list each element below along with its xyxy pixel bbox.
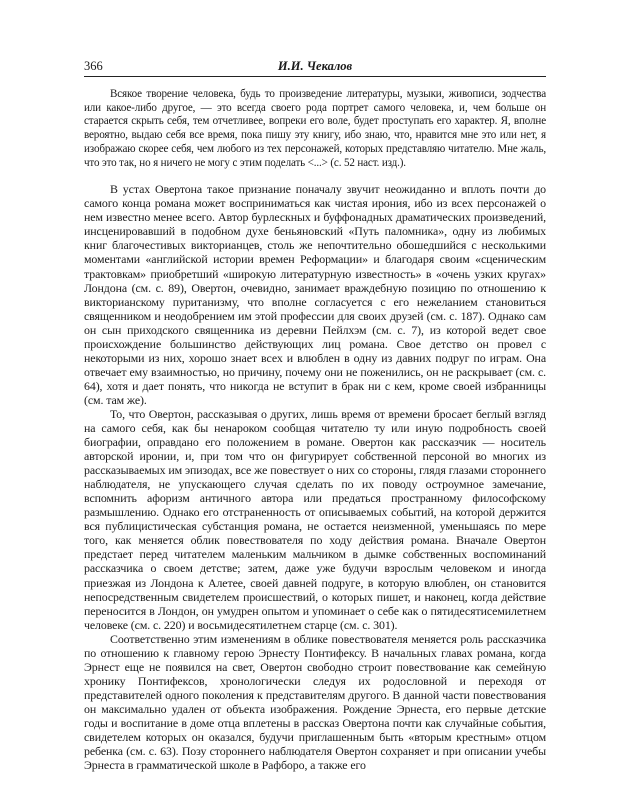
header-author: И.И. Чекалов (277, 59, 353, 73)
running-head (84, 58, 546, 77)
book-page (84, 58, 546, 772)
page-number: 366 (84, 59, 103, 73)
paragraph: В устах Овертона такое признание поначалу звучит неожиданно и вплоть почти до самого конца романа может восприниматься как чистая ирония, ибо из всех персонажей о нем известно менее всего. Автор бурлескных и буффонадных драматических произведений, инсценировавший в подобном духе беньяновский «Путь паломника», одну из любимых книг благочестивых викторианцев, столь же непочтительно обошедшийся с несколькими моментами «английской истории времен Реформации» и благодаря своим «сценическим трактовкам» приобретший «широкую литературную известность» в «очень узких кругах» Лондона (см. с. 89), Овертон, очевидно, занимает враждебную позицию по отношению к викторианскому пуританизму, что вполне согласуется с его нежеланием становиться священником и неодобрением им этой профессии для своих друзей (см. с. 187). Однако сам он сын приходского священника из деревни Пейлхэм (см. с. 7), из которой ведет свое происхождение большинство действующих лиц романа. Свое детство он провел с некоторыми из них, хорошо знает всех и влюблен в одну из давних подруг по играм. Она отвечает ему взаимностью, но причину, почему они не поженились, он не раскрывает (см. с. 64), хотя и дает понять, что никогда не вступит в брак ни с кем, кроме своей избранницы (см. там же). (84, 182, 546, 407)
epigraph-text: Всякое творение человека, будь то произведение литературы, музыки, живописи, зодчества или какое-либо другое, — это всегда своего рода портрет самого человека, и, чем больше он старается скрыть себя, тем отчетливее, вопреки его воле, будет проступать его характер. Я, вполне вероятно, выдаю себя все время, пока пишу эту книгу, ибо знаю, что, нравится мне это или нет, я изображаю скорее себя, чем любого из тех персонажей, которых представляю читателю. Мне жаль, что это так, но я ничего не могу с этим поделать <...> (с. 52 наст. изд.). (84, 88, 546, 169)
paragraph: Соответственно этим изменениям в облике повествователя меняется роль рассказчика по отношению к главному герою Эрнесту Понтифексу. В начальных главах романа, когда Эрнест еще не появился на свет, Овертон свободно строит повествование как семейную хронику Понтифексов, хронологически следуя их родословной и переходя от представителей одного поколения к представителям другого. В данной части повествования он максимально удален от объекта изображения. Рождение Эрнеста, его первые детские годы и воспитание в доме отца вплетены в рассказ Овертона почти как случайные события, свидетелем которых он оказался, будучи приглашенным быть «вторым крестным» отцом ребенка (см. с. 63). Позу стороннего наблюдателя Овертон сохраняет и при описании учебы Эрнеста в грамматической школе в Рафборо, а также его (84, 631, 546, 773)
paragraph: То, что Овертон, рассказывая о других, лишь время от времени бросает беглый взгляд на самого себя, как бы ненароком сообщая читателю ту или иную подробность своей биографии, оправдано его положением в романе. Овертон как рассказчик — носитель авторской иронии, и, при том что он фигурирует собственной персоной во многих из рассказываемых им эпизодах, все же повествует о них со стороны, глядя глазами стороннего наблюдателя, не упускающего случая сделать по их поводу остроумное замечание, вспомнить афоризм античного автора или предаться пространному философскому размышлению. Однако его отстраненность от описываемых событий, на которой держится вся публицистическая субстанция романа, не остается неизменной, уменьшаясь по мере того, как меняется облик повествователя по ходу действия романа. Вначале Овертон предстает перед читателем маленьким мальчиком в дымке собственных воспоминаний рассказчика о своем детстве; затем, даже уже будучи взрослым человеком и иногда приезжая из Лондона к Алетее, своей давней подруге, в которую влюблен, он становится непосредственным свидетелем происшествий, о которых пишет, и наконец, когда действие переносится в Лондон, он умудрен опытом и упоминает о себе как о пятидесятисемилетнем человеке (см. с. 220) и восьмидесятилетнем старце (см. с. 301). (84, 406, 546, 632)
body-text (84, 182, 546, 772)
epigraph-quote (84, 88, 546, 170)
